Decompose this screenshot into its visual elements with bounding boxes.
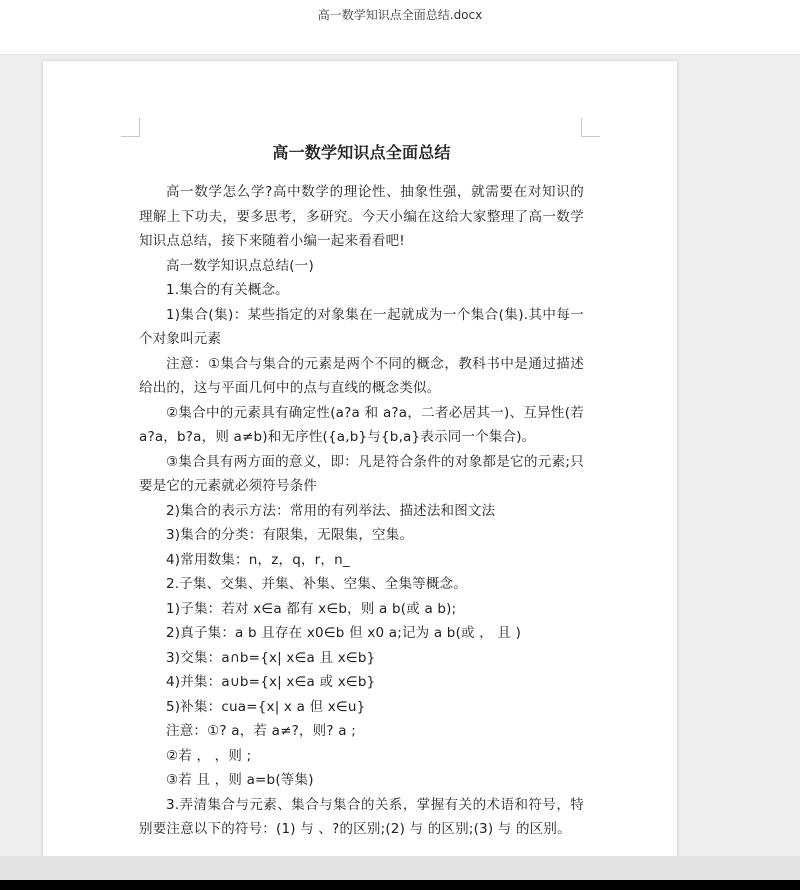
- paragraph: ②若 ， ，则 ;: [166, 747, 252, 764]
- paragraph: 2.子集、交集、并集、补集、空集、全集等概念。: [166, 576, 467, 592]
- paragraph: 4)常用数集：n，z，q，r，n_: [166, 551, 350, 568]
- paragraph: 注意：①集合与集合的元素是两个不同的概念，教科书中是通过描述给出的，这与平面几何中的点与直线的概念类似。: [139, 355, 584, 396]
- paragraph: 2)真子集：a b 且存在 x0∈b 但 x0 a;记为 a b(或 ， 且 ): [166, 625, 522, 641]
- paragraph: 高一数学知识点总结(一): [166, 257, 314, 274]
- paragraph: 5)补集：cua={x| x a 但 x∈u}: [166, 698, 366, 715]
- paragraph: ③集合具有两方面的意义，即：凡是符合条件的对象都是它的元素;只要是它的元素就必须符号条件: [139, 453, 584, 494]
- paragraph: 4)并集：a∪b={x| x∈a 或 x∈b}: [166, 674, 376, 690]
- paragraph: 1.集合的有关概念。: [166, 282, 289, 298]
- margin-corner-marker: [581, 118, 600, 137]
- document-title: 高一数学知识点全面总结: [272, 143, 451, 162]
- document-filename: 高一数学知识点全面总结.docx: [317, 8, 483, 22]
- paragraph: 注意：①? a，若 a≠?，则? a ;: [166, 723, 356, 739]
- document-page: [43, 61, 677, 871]
- paragraph: ②集合中的元素具有确定性(a?a 和 a?a，二者必居其一)、互异性(若 a?a，b?a，则 a≠b)和无序性({a,b}与{b,a}表示同一个集合)。: [139, 404, 584, 445]
- document-viewer[interactable]: [0, 55, 800, 856]
- paragraph: ③若 且 ，则 a=b(等集): [166, 772, 314, 788]
- document-body: [139, 141, 584, 842]
- paragraph: 2)集合的表示方法：常用的有列举法、描述法和图文法: [166, 502, 496, 519]
- paragraph: 高一数学怎么学?高中数学的理论性、抽象性强，就需要在对知识的理解上下功夫，要多思考，多研究。今天小编在这给大家整理了高一数学知识点总结，接下来随着小编一起来看看吧!: [139, 184, 584, 249]
- margin-corner-marker: [121, 118, 140, 137]
- paragraph: 1)子集：若对 x∈a 都有 x∈b，则 a b(或 a b);: [166, 600, 457, 617]
- screen-bottom-edge: [0, 880, 800, 890]
- paragraph: 3)交集：a∩b={x| x∈a 且 x∈b}: [166, 649, 376, 666]
- paragraph: 3)集合的分类：有限集，无限集，空集。: [166, 527, 414, 543]
- horizontal-scrollbar[interactable]: [0, 856, 800, 880]
- paragraph: 1)集合(集)：某些指定的对象集在一起就成为一个集合(集).其中每一个对象叫元素: [139, 306, 584, 347]
- title-bar: [0, 0, 800, 55]
- paragraph: 3.弄清集合与元素、集合与集合的关系，掌握有关的术语和符号，特别要注意以下的符号：(1) 与 、?的区别;(2) 与 的区别;(3) 与 的区别。: [139, 796, 584, 837]
